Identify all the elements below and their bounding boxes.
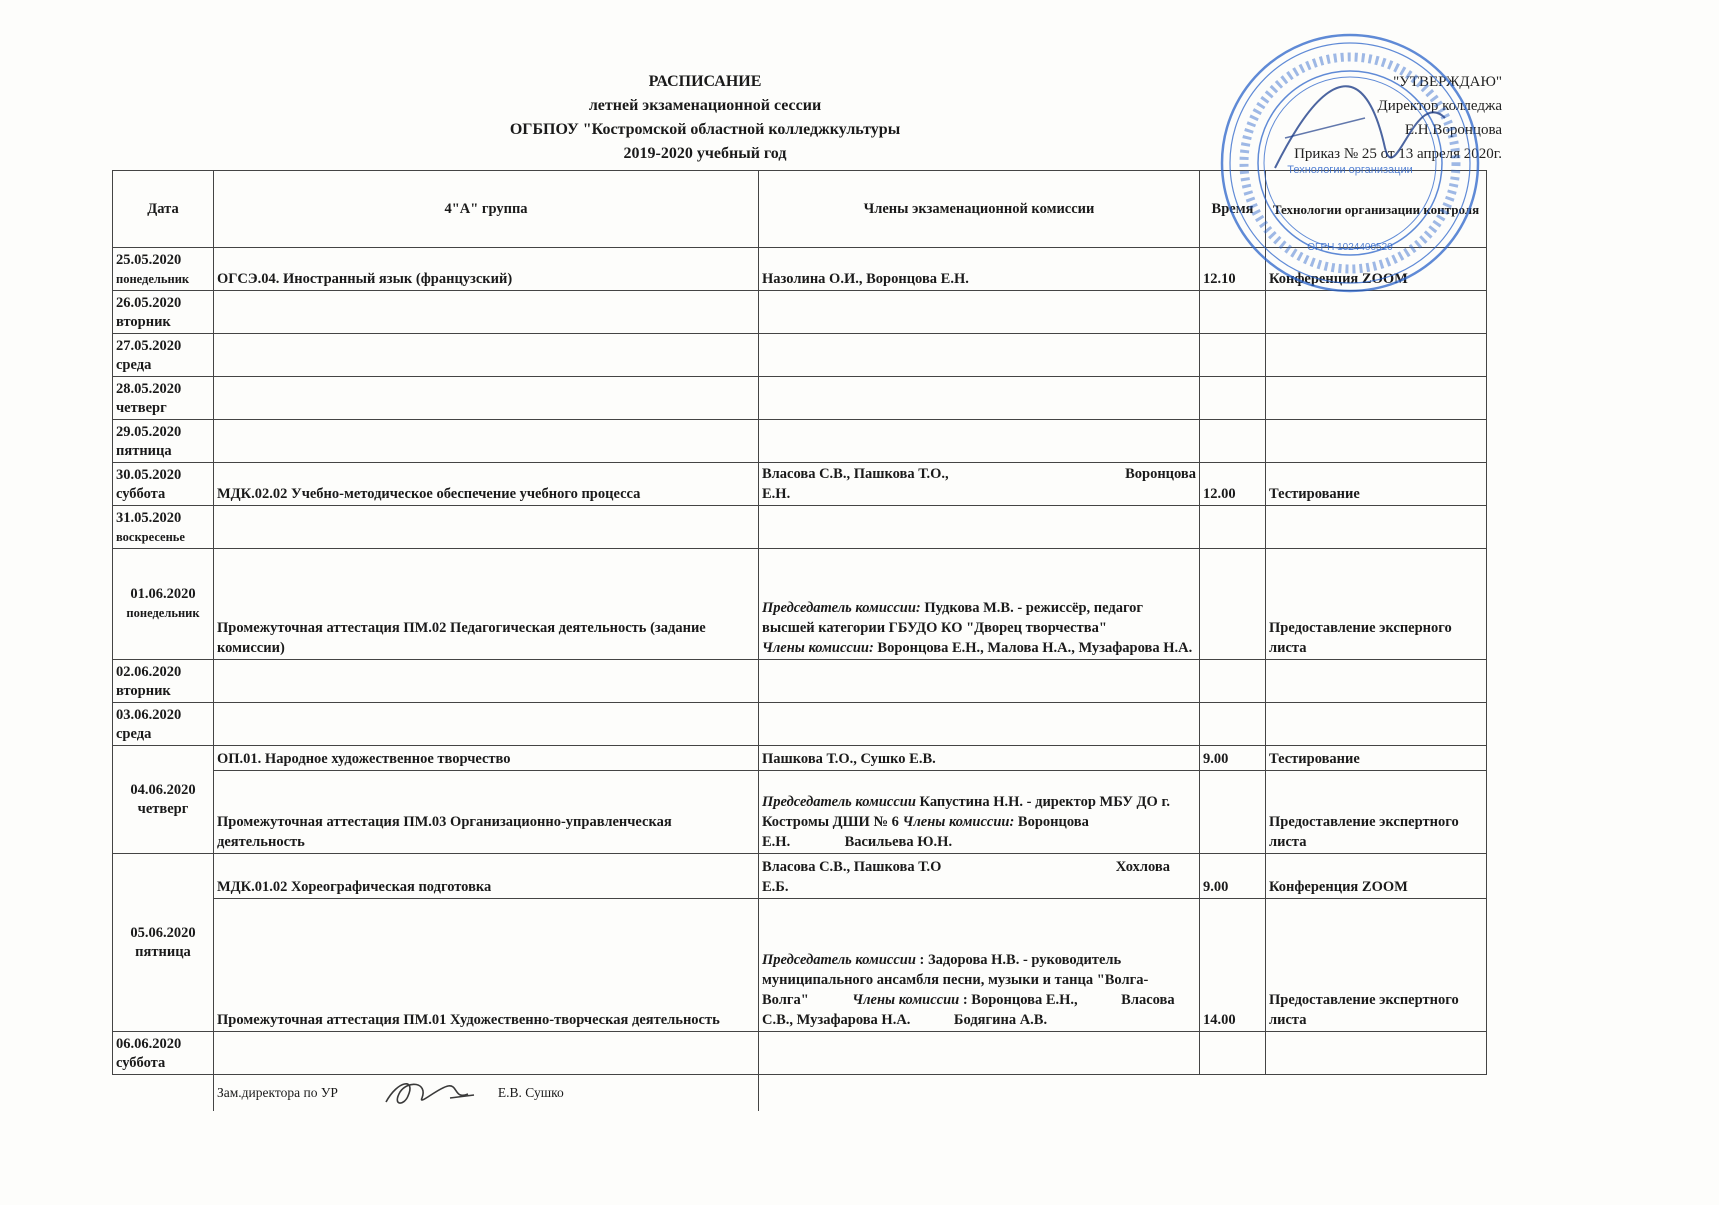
signature-cell: [214, 1075, 759, 1112]
commission-part: Хохлова: [1115, 859, 1170, 875]
time-cell: [1200, 660, 1266, 703]
handwritten-signature-icon: [378, 1076, 488, 1110]
weekday: понедельник: [126, 606, 200, 620]
commission-cell: [759, 899, 1200, 1032]
approval-block: [1230, 70, 1502, 166]
date-cell: [113, 549, 214, 660]
members-label: Члены комиссии:: [762, 640, 874, 656]
members-text: Воронцова Е.Н., Малова Н.А., Музафарова Н.А.: [873, 640, 1193, 656]
header-time: Время: [1200, 171, 1266, 248]
control-form-cell: Тестирование: [1266, 463, 1487, 506]
table-row: [113, 746, 1487, 771]
date-cell: [113, 248, 214, 291]
subject-cell: [214, 660, 759, 703]
stamp-center-text: Технологии организации: [1287, 164, 1413, 176]
subject-cell: Промежуточная аттестация ПМ.02 Педагогическая деятельность (задание комиссии): [214, 549, 759, 660]
subject-cell: [214, 291, 759, 334]
commission-cell: [759, 291, 1200, 334]
date-cell: [113, 746, 214, 854]
commission-cell: [759, 420, 1200, 463]
chair-text: Капустина Н.Н. - директор МБУ ДО г. Костромы ДШИ № 6: [762, 794, 1171, 830]
members-label: Члены комиссии:: [902, 814, 1015, 830]
date: 05.06.2020: [130, 924, 196, 941]
table-row: [113, 660, 1487, 703]
weekday: четверг: [137, 800, 189, 817]
date: 30.05.2020: [116, 467, 182, 483]
members-text: Васильева Ю.Н.: [844, 834, 953, 850]
chair-text: : Задорова Н.В. - руководитель муниципального ансамбля песни, музыки и танца "Волга-Волга": [762, 952, 1149, 1008]
document-subtitle: летней экзаменационной сессии: [588, 97, 822, 114]
date-cell: [113, 703, 214, 746]
commission-part: Е.Б.: [762, 879, 789, 895]
approval-order: Приказ № 25 от 13 апреля 2020г.: [1294, 146, 1502, 162]
date: 25.05.2020: [116, 252, 182, 268]
control-form-cell: [1266, 334, 1487, 377]
commission-cell: [759, 334, 1200, 377]
table-row: [113, 506, 1487, 549]
chair-label: Председатель комиссии: [762, 794, 916, 810]
chair-label: Председатель комиссии: [762, 952, 916, 968]
time-cell: [1200, 549, 1266, 660]
subject-cell: [214, 334, 759, 377]
signer-position: Зам.директора по УР: [217, 1085, 338, 1100]
control-form-cell: [1266, 420, 1487, 463]
control-form-cell: Конференция ZOOM: [1266, 854, 1487, 899]
subject-cell: [214, 1032, 759, 1075]
time-cell: 12.00: [1200, 463, 1266, 506]
commission-part: Воронцова: [1125, 466, 1196, 482]
commission-cell: [759, 703, 1200, 746]
commission-part: Власова С.В., Пашкова Т.О.,: [762, 466, 949, 482]
date: 01.06.2020: [130, 586, 196, 602]
control-form-cell: [1266, 291, 1487, 334]
commission-part: Власова С.В., Пашкова Т.О: [762, 859, 942, 875]
table-row: [113, 703, 1487, 746]
date-cell: [113, 291, 214, 334]
table-row: [113, 899, 1487, 1032]
weekday: среда: [116, 726, 152, 742]
subject-cell: ОП.01. Народное художественное творчество: [214, 746, 759, 771]
commission-cell: [759, 463, 1200, 506]
control-form-cell: [1266, 506, 1487, 549]
weekday: суббота: [116, 1055, 166, 1071]
control-form-cell: Предоставление эксперного листа: [1266, 549, 1487, 660]
control-form-cell: Тестирование: [1266, 746, 1487, 771]
date: 03.06.2020: [116, 707, 182, 723]
commission-cell: [759, 506, 1200, 549]
members-text: Бодягина А.В.: [953, 1012, 1048, 1028]
time-cell: [1200, 1032, 1266, 1075]
date-cell: [113, 377, 214, 420]
time-cell: [1200, 420, 1266, 463]
weekday: пятница: [116, 443, 172, 459]
chair-text: Пудкова М.В. - режиссёр, педагог высшей категории ГБУДО КО "Дворец творчества": [762, 600, 1144, 636]
table-row: [113, 291, 1487, 334]
date-cell: [113, 506, 214, 549]
date: 04.06.2020: [130, 781, 196, 798]
control-form-cell: [1266, 377, 1487, 420]
control-form-cell: [1266, 703, 1487, 746]
header-date: Дата: [113, 171, 214, 248]
subject-cell: Промежуточная аттестация ПМ.01 Художественно-творческая деятельность: [214, 899, 759, 1032]
weekday: вторник: [116, 683, 171, 699]
weekday: вторник: [116, 314, 171, 330]
commission-cell: [759, 1032, 1200, 1075]
date: 02.06.2020: [116, 664, 182, 680]
members-text: Власова С.В.,: [762, 992, 1175, 1028]
table-row: [113, 334, 1487, 377]
table-header-row: [113, 171, 1487, 248]
date-cell: [113, 1032, 214, 1075]
table-row: [113, 549, 1487, 660]
subject-cell: [214, 506, 759, 549]
subject-cell: [214, 703, 759, 746]
control-form-cell: Предоставление экспертного листа: [1266, 771, 1487, 854]
time-cell: 9.00: [1200, 746, 1266, 771]
members-text: Музафарова Н.А.: [796, 1012, 911, 1028]
table-row: [113, 1032, 1487, 1075]
approval-position: Директор колледжа: [1377, 98, 1502, 114]
subject-cell: ОГСЭ.04. Иностранный язык (французский): [214, 248, 759, 291]
table-row: [113, 420, 1487, 463]
subject-cell: [214, 377, 759, 420]
header-commission: Члены экзаменационной комиссии: [759, 171, 1200, 248]
commission-cell: [759, 660, 1200, 703]
control-form-cell: Предоставление экспертного листа: [1266, 899, 1487, 1032]
date: 26.05.2020: [116, 295, 182, 311]
weekday: среда: [116, 357, 152, 373]
time-cell: [1200, 377, 1266, 420]
academic-year: 2019-2020 учебный год: [623, 145, 787, 162]
footer-row: [113, 1075, 1487, 1112]
date-cell: [113, 463, 214, 506]
date: 06.06.2020: [116, 1036, 182, 1052]
members-label: Члены комиссии: [852, 992, 960, 1008]
table-row: [113, 854, 1487, 899]
control-form-cell: Конференция ZOOM: [1266, 248, 1487, 291]
date: 29.05.2020: [116, 424, 182, 440]
subject-cell: МДК.01.02 Хореографическая подготовка: [214, 854, 759, 899]
commission-cell: Пашкова Т.О., Сушко Е.В.: [759, 746, 1200, 771]
weekday: пятница: [135, 943, 191, 960]
table-row: [113, 463, 1487, 506]
table-row: [113, 248, 1487, 291]
subject-cell: МДК.02.02 Учебно-методическое обеспечение учебного процесса: [214, 463, 759, 506]
weekday: четверг: [116, 400, 167, 416]
date-cell: [113, 334, 214, 377]
control-form-cell: [1266, 1032, 1487, 1075]
subject-cell: [214, 420, 759, 463]
institution-name: ОГБПОУ "Костромской областной колледжкультуры: [509, 121, 901, 138]
document-title-block: [420, 70, 990, 166]
members-text: : Воронцова Е.Н.,: [959, 992, 1078, 1008]
commission-cell: [759, 549, 1200, 660]
chair-label: Председатель комиссии:: [762, 600, 921, 616]
approval-heading: "УТВЕРЖДАЮ": [1393, 74, 1502, 90]
weekday: воскресенье: [116, 530, 185, 544]
time-cell: [1200, 703, 1266, 746]
document-title: РАСПИСАНИЕ: [648, 73, 762, 90]
commission-cell: [759, 771, 1200, 854]
commission-part: Е.Н.: [762, 486, 791, 502]
commission-cell: Назолина О.И., Воронцова Е.Н.: [759, 248, 1200, 291]
date-cell: [113, 660, 214, 703]
signer-name: Е.В. Сушко: [497, 1085, 564, 1100]
time-cell: 14.00: [1200, 899, 1266, 1032]
header-control-form: Технологии организации контроля: [1266, 171, 1487, 248]
approval-name: Е.Н.Воронцова: [1404, 122, 1502, 138]
control-form-cell: [1266, 660, 1487, 703]
subject-cell: Промежуточная аттестация ПМ.03 Организационно-управленческая деятельность: [214, 771, 759, 854]
table-row: [113, 377, 1487, 420]
date: 28.05.2020: [116, 381, 182, 397]
time-cell: 12.10: [1200, 248, 1266, 291]
members-text: Воронцова Е.Н.: [762, 814, 1089, 850]
commission-cell: [759, 377, 1200, 420]
time-cell: [1200, 334, 1266, 377]
time-cell: 9.00: [1200, 854, 1266, 899]
time-cell: [1200, 771, 1266, 854]
date: 27.05.2020: [116, 338, 182, 354]
date: 31.05.2020: [116, 510, 182, 526]
time-cell: [1200, 291, 1266, 334]
commission-cell: [759, 854, 1200, 899]
time-cell: [1200, 506, 1266, 549]
exam-schedule-table: [112, 170, 1487, 1111]
weekday: суббота: [116, 486, 166, 502]
date-cell: [113, 420, 214, 463]
header-group: 4"А" группа: [214, 171, 759, 248]
weekday: понедельник: [116, 272, 190, 286]
table-row: [113, 771, 1487, 854]
stamp-ogrn-text: ОГРН 1024400520: [1307, 242, 1393, 253]
date-cell: [113, 854, 214, 1032]
